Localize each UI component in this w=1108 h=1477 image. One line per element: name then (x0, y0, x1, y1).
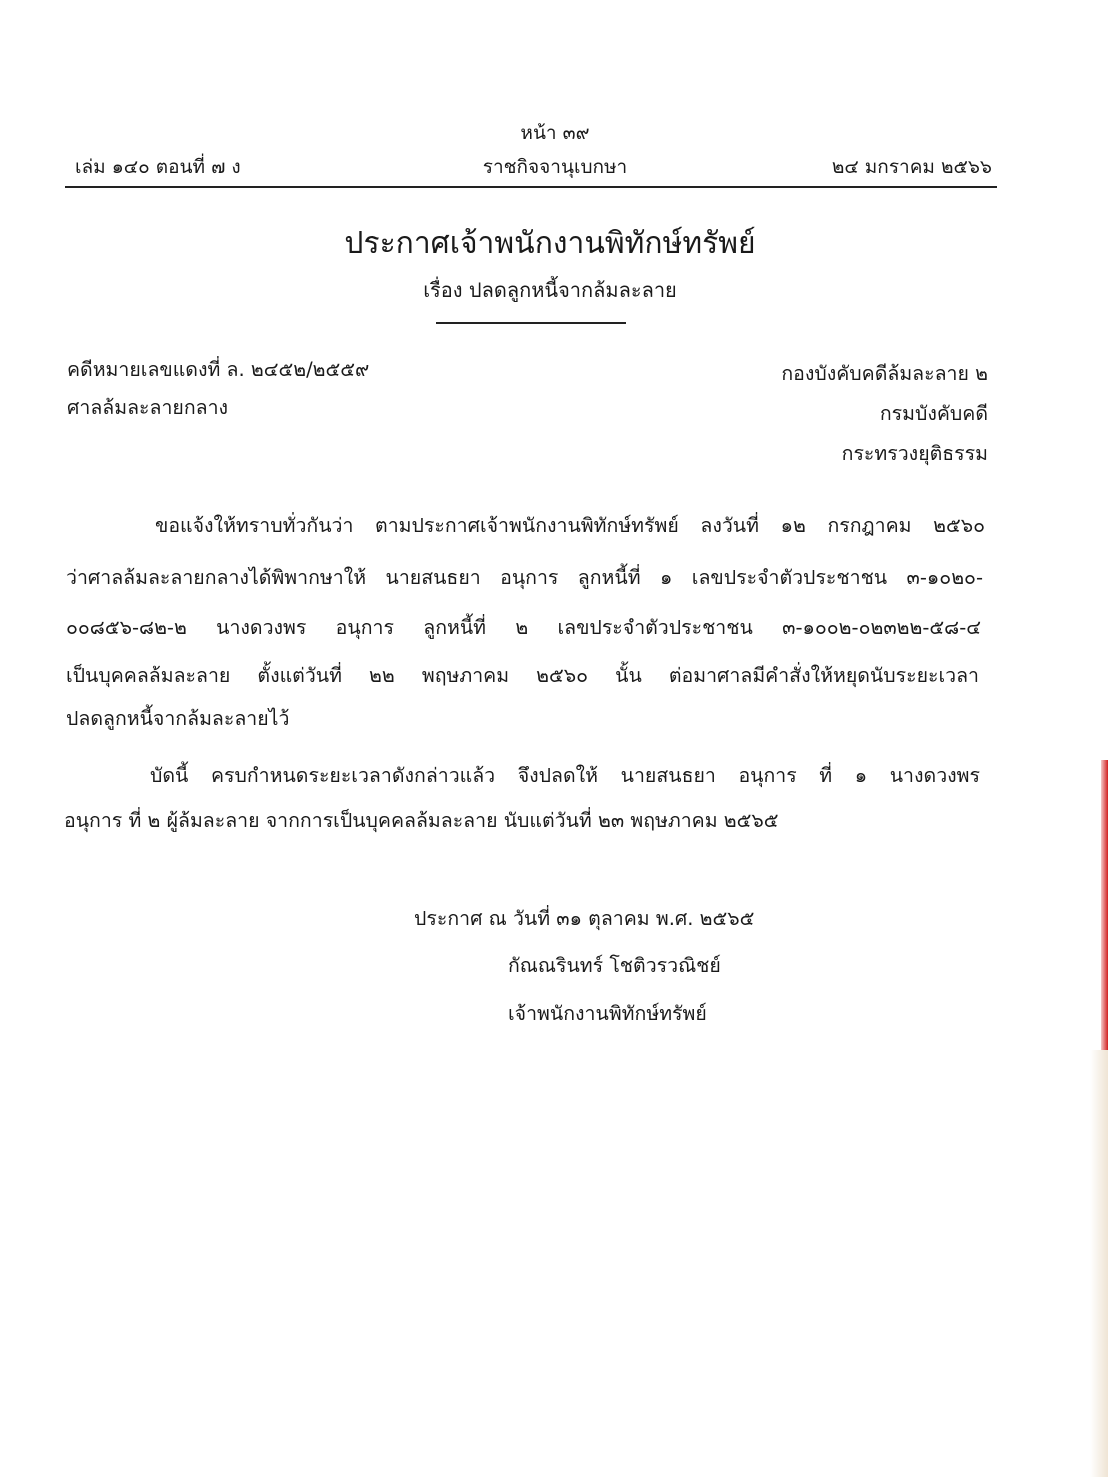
signatory-name: กัณณรินทร์ โชติวรวณิชย์ (508, 954, 721, 977)
division-name: กองบังคับคดีล้มละลาย ๒ (781, 362, 988, 385)
paragraph2-line: อนุการ ที่ ๒ ผู้ล้มละลาย จากการเป็นบุคคลล้มละลาย นับแต่วันที่ ๒๓ พฤษภาคม ๒๕๖๕ (64, 809, 779, 832)
issue-date: ๒๔ มกราคม ๒๕๖๖ (831, 156, 992, 178)
court-name: ศาลล้มละลายกลาง (67, 396, 229, 419)
ministry-name: กระทรวงยุติธรรม (841, 442, 988, 465)
paragraph2-line: บัดนี้ ครบกำหนดระยะเวลาดังกล่าวแล้ว จึงปลดให้ นายสนธยา อนุการ ที่ ๑ นางดวงพร (150, 764, 980, 787)
page-number: หน้า ๓๙ (520, 122, 590, 144)
announcement-subject: เรื่อง ปลดลูกหนี้จากล้มละลาย (423, 278, 677, 302)
announcement-date: ประกาศ ณ วันที่ ๓๑ ตุลาคม พ.ศ. ๒๕๖๕ (414, 907, 755, 930)
volume-issue: เล่ม ๑๔๐ ตอนที่ ๗ ง (75, 156, 241, 178)
paragraph1-line: ปลดลูกหนี้จากล้มละลายไว้ (66, 707, 290, 730)
paragraph1-line: ๐๐๘๕๖-๘๒-๒ นางดวงพร อนุการ ลูกหนี้ที่ ๒ เลขประจำตัวประชาชน ๓-๑๐๐๒-๐๒๓๒๒-๕๘-๔ (66, 616, 981, 639)
title-rule (436, 322, 626, 324)
scan-edge-mark (1101, 760, 1108, 1050)
signatory-position: เจ้าพนักงานพิทักษ์ทรัพย์ (508, 1002, 707, 1025)
paragraph1-line: เป็นบุคคลล้มละลาย ตั้งแต่วันที่ ๒๒ พฤษภาคม ๒๕๖๐ นั้น ต่อมาศาลมีคำสั่งให้หยุดนับระยะเวลา (66, 664, 979, 687)
publication-name: ราชกิจจานุเบกษา (482, 156, 628, 178)
department-name: กรมบังคับคดี (879, 402, 988, 425)
paragraph1-line: ขอแจ้งให้ทราบทั่วกันว่า ตามประกาศเจ้าพนักงานพิทักษ์ทรัพย์ ลงวันที่ ๑๒ กรกฎาคม ๒๕๖๐ (155, 514, 985, 537)
scan-edge-shadow (1090, 1050, 1108, 1477)
paragraph1-line: ว่าศาลล้มละลายกลางได้พิพากษาให้ นายสนธยา อนุการ ลูกหนี้ที่ ๑ เลขประจำตัวประชาชน ๓-๑๐๒๐- (66, 566, 983, 589)
case-number: คดีหมายเลขแดงที่ ล. ๒๔๕๒/๒๕๕๙ (67, 358, 370, 381)
announcement-title: ประกาศเจ้าพนักงานพิทักษ์ทรัพย์ (344, 226, 756, 261)
header-rule (65, 186, 997, 188)
